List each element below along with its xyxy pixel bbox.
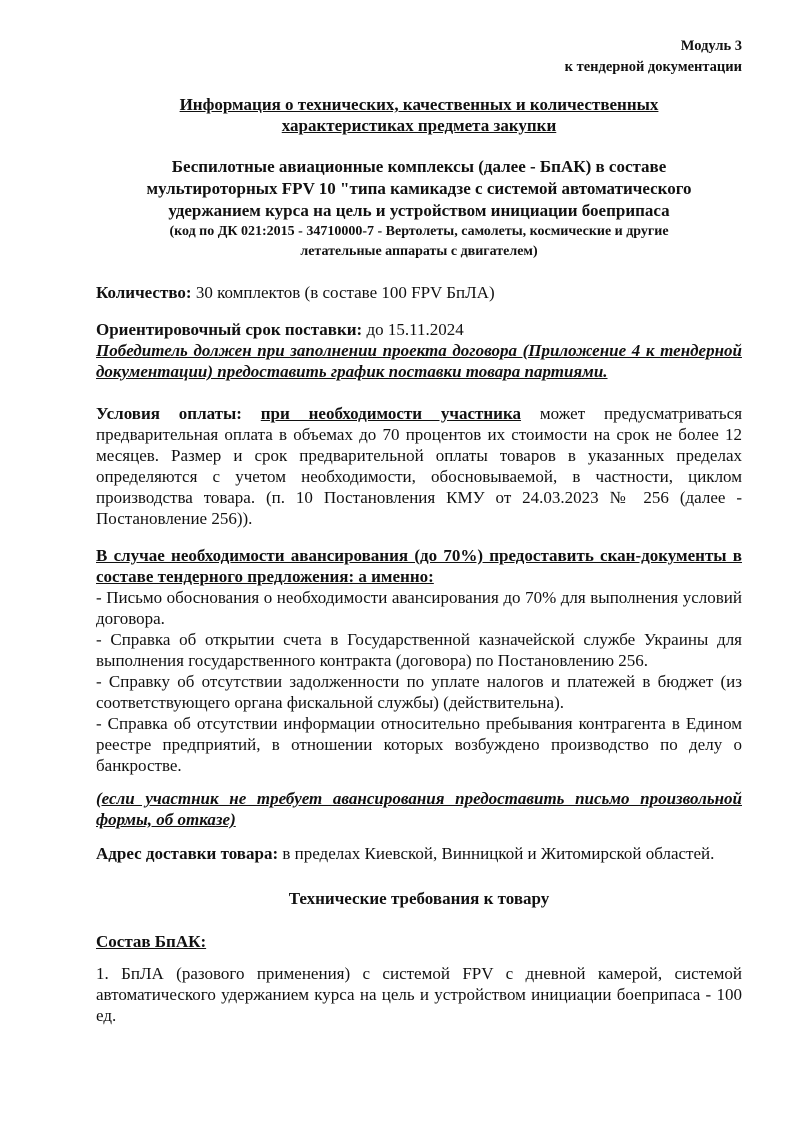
- delivery-term-value: до 15.11.2024: [362, 320, 464, 339]
- quantity-paragraph: [96, 282, 742, 303]
- module-header: [96, 36, 742, 78]
- payment-label: Условия оплаты:: [96, 404, 242, 423]
- document-title: [96, 94, 742, 136]
- payment-terms-paragraph: [96, 403, 742, 529]
- subject-code-line1: (код по ДК 021:2015 - 34710000-7 - Вертолеты, самолеты, космические и другие: [169, 224, 669, 239]
- list-item: - Справка об отсутствии информации относительно пребывания контрагента в Едином реестре предприятий, в отношении которых возбуждено производство по делу о банкростве.: [96, 714, 742, 775]
- list-item: - Справку об отсутствии задолженности по уплате налогов и платежей в бюджет (из соответствующего органа фискальной службы) (действительна).: [96, 672, 742, 712]
- list-item: - Письмо обоснования о необходимости авансирования до 70% для выполнения условий договора.: [96, 588, 742, 628]
- document-title-line1: Информация о технических, качественных и количественных: [179, 95, 659, 114]
- delivery-address-label: Адрес доставки товара:: [96, 844, 279, 863]
- subject-code-line2: летательные аппараты с двигателем): [300, 244, 538, 259]
- composition-heading: Состав БпАК:: [96, 932, 207, 951]
- payment-text: может предусматриваться предварительная оплата в объемах до 70 процентов их стоимости на срок не более 12 месяцев. Размер и срок предварительной оплаты товаров в указанных пределах определяются с учетом необходимости, обосновываемой, в частности, циклом производства товара. (п. 10 Постановления КМУ от 24.03.2023 № 256 (далее - Постановление 256)).: [96, 404, 743, 528]
- subject-line1: Беспилотные авиационные комплексы (далее - БпАК) в составе: [171, 157, 667, 176]
- advance-waiver-note: (если участник не требует авансирования предоставить письмо произвольной формы, об отказе): [96, 789, 742, 829]
- subject-line3: удержанием курса на цель и устройством инициации боеприпаса: [168, 201, 670, 220]
- delivery-address-paragraph: [96, 843, 742, 864]
- delivery-schedule-note: Победитель должен при заполнении проекта договора (Приложение 4 к тендерной документации) предоставить график поставки товара партиями.: [96, 341, 742, 381]
- technical-requirements-heading: Технические требования к товару: [288, 889, 550, 908]
- subject-heading: [96, 156, 742, 262]
- quantity-label: Количество:: [96, 283, 192, 302]
- advance-documents-list: [96, 587, 742, 776]
- delivery-address-value: в пределах Киевской, Винницкой и Житомирской областей.: [278, 844, 715, 863]
- module-number: Модуль 3: [680, 38, 742, 54]
- payment-condition: при необходимости участника: [260, 404, 522, 423]
- list-item: - Справка об открытии счета в Государственной казначейской службе Украины для выполнения государственного контракта (договора) по Постановлению 256.: [96, 630, 742, 670]
- delivery-term-paragraph: [96, 319, 742, 340]
- subject-line2: мультироторных FPV 10 "типа камикадзе с системой автоматического: [146, 179, 692, 198]
- composition-item-1: 1. БпЛА (разового применения) с системой FPV с дневной камерой, системой автоматического удержанием курса на цель и устройством инициации боеприпаса - 100 ед.: [96, 964, 742, 1025]
- module-subtitle: к тендерной документации: [564, 59, 742, 75]
- delivery-term-label: Ориентировочный срок поставки:: [96, 320, 363, 339]
- quantity-value: 30 комплектов (в составе 100 FPV БпЛА): [191, 283, 495, 302]
- advance-heading: В случае необходимости авансирования (до 70%) предоставить скан-документы в составе тендерного предложения: а именно:: [96, 546, 742, 586]
- document-title-line2: характеристиках предмета закупки: [281, 116, 557, 135]
